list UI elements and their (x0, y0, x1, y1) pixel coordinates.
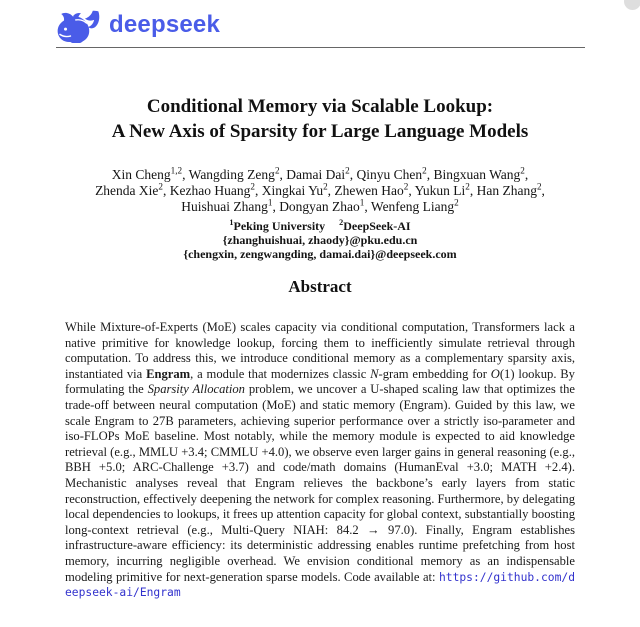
code-link[interactable]: https://github.com/deepseek-ai/Engram (65, 570, 575, 600)
deepseek-whale-icon (56, 10, 102, 43)
affiliation-block (0, 219, 640, 261)
author-line: Zhenda Xie$^2$, Kezhao Huang$^2$, Xingkai Yu$^2$, Zhewen Hao$^2$, Yukun Li$^2$, Han Zhang$^2$, (95, 181, 545, 198)
email-pku: {zhanghuishuai, zhaody}@pku.edu.cn (222, 233, 418, 247)
header-rule (56, 47, 585, 48)
author-line: Huishuai Zhang$^1$, Dongyan Zhao$^1$, Wenfeng Liang$^2$ (181, 197, 459, 214)
corner-artifact (624, 0, 640, 10)
deepseek-wordmark: deepseek (109, 11, 221, 38)
abstract-text-segment: Engram (146, 366, 191, 381)
email-deepseek: {chengxin, zengwangding, damai.dai}@deepseek.com (183, 247, 457, 261)
paper-title-line-1: Conditional Memory via Scalable Lookup: (146, 96, 494, 117)
abstract-body (65, 320, 575, 601)
abstract-heading: Abstract (288, 277, 352, 296)
abstract-text-segment: , a module that modernizes classic (190, 366, 371, 381)
abstract-text-segment: (1) lookup. By formulating the (65, 366, 575, 397)
deepseek-logo (56, 10, 585, 43)
affiliation-item: $^1$Peking University (229, 218, 326, 233)
affiliation-line (0, 219, 640, 233)
abstract-text-segment: -gram embedding for (378, 366, 491, 381)
paper-header (56, 10, 585, 43)
affiliation-item: $^2$DeepSeek-AI (339, 218, 411, 233)
abstract-text-segment: While Mixture-of-Experts (MoE) scales capacity via conditional computation, Transformers lack a native primitive for knowledge lookup, forcing them to inefficiently simulate retrieval through computation. To address this, we introduce conditional memory as a complementary sparsity axis, instantiated via (65, 320, 575, 381)
abstract-text-segment: O (490, 366, 500, 381)
author-line: Xin Cheng$^{1,2}$, Wangding Zeng$^2$, Damai Dai$^2$, Qinyu Chen$^2$, Bingxuan Wang$^2$, (111, 165, 529, 182)
abstract-text-segment: problem, we uncover a U-shaped scaling law that optimizes the trade-off between neural computation (MoE) and static memory (Engram). Guided by this law, we scale Engram to 27B parameters, achieving superior performance over a strictly iso-parameter and iso-FLOPs MoE baseline. Most notably, while the memory module is expected to aid knowledge retrieval (e.g., MMLU +3.4; CMMLU +4.0), we observe even larger gains in general reasoning (e.g., BBH +5.0; ARC-Challenge +3.7) and code/math domains (HumanEval +3.0; MATH +2.4). Mechanistic analyses reveal that Engram relieves the backbone’s early layers from static reconstruction, effectively deepening the network for complex reasoning. Furthermore, by delegating local dependencies to lookups, it frees up attention capacity for global context, substantially boosting long-context retrieval (e.g., Multi-Query NIAH: 84.2 → 97.0). Finally, Engram establishes infrastructure-aware efficiency: its deterministic addressing enables runtime prefetching from host memory, incurring negligible overhead. We envision conditional memory as an indispensable modeling primitive for next-generation sparse models. Code available at: (65, 382, 575, 584)
paper-title (0, 94, 640, 144)
abstract-text-segment: Sparsity Allocation (147, 382, 245, 397)
abstract-text-segment: N (370, 366, 379, 381)
author-list (0, 167, 640, 215)
paper-title-line-2: A New Axis of Sparsity for Large Language Models (111, 121, 529, 142)
